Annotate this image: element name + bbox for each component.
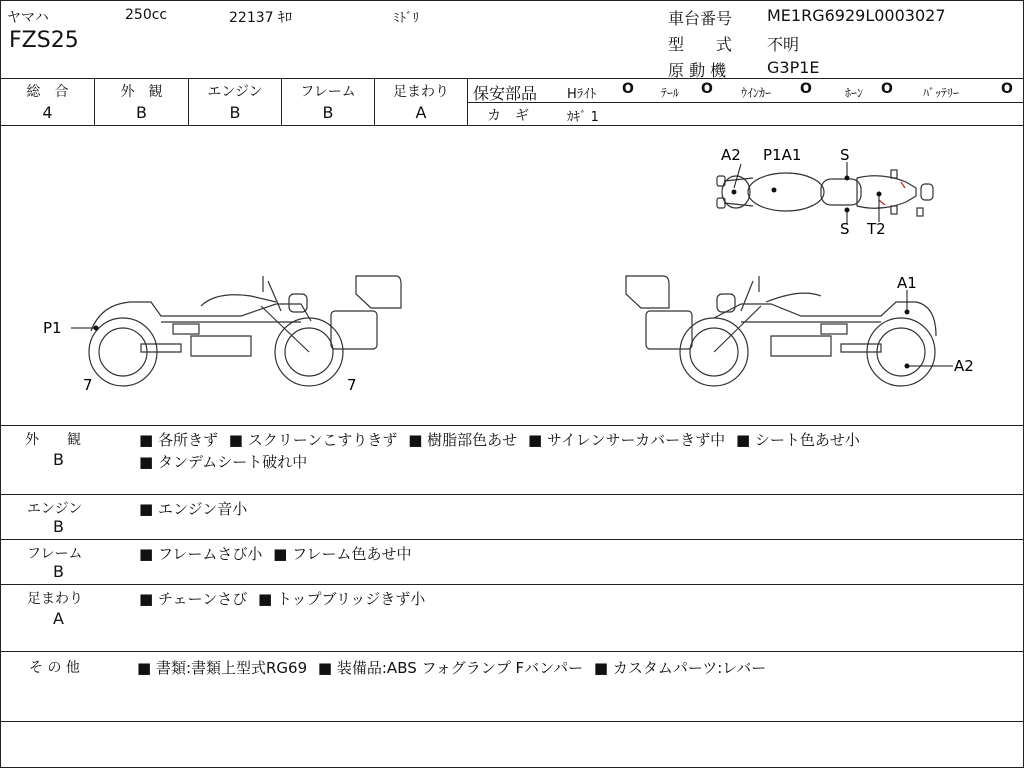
divider xyxy=(1,584,1023,585)
marker-p1a1-top: P1A1 xyxy=(763,146,802,164)
marker-s-top: S xyxy=(840,146,850,164)
key-label: カ ギ xyxy=(487,108,529,124)
model-name: FZS25 xyxy=(9,28,79,53)
exterior-section-grade: B xyxy=(53,450,64,469)
remark: ■ 各所きず xyxy=(139,431,218,449)
remark: ■ チェーンさび xyxy=(139,590,247,608)
frame-section-grade: B xyxy=(53,562,64,581)
maker: ヤマハ xyxy=(7,10,49,26)
remark: ■ シート色あせ小 xyxy=(736,431,860,449)
engine-model-label: 原 動 機 xyxy=(668,61,727,80)
marker-t2: T2 xyxy=(867,220,886,238)
remark: ■ エンジン音小 xyxy=(139,500,247,518)
key-value: ｶｷﾞ 1 xyxy=(567,110,599,125)
frame-grade-value: B xyxy=(322,103,334,122)
marker-s-bottom: S xyxy=(840,220,850,238)
frame-remarks-line1 xyxy=(139,543,418,564)
exterior-remarks-line1 xyxy=(139,429,866,450)
marker-a2-right: A2 xyxy=(954,357,974,375)
suspension-section-label: 足まわり xyxy=(27,591,83,607)
divider xyxy=(468,102,1023,103)
marker-7-rear: 7 xyxy=(347,376,357,394)
top-view-bike xyxy=(717,170,933,216)
remark: ■ フレームさび小 xyxy=(139,545,262,563)
divider xyxy=(467,78,468,125)
remark: ■ 書類:書類上型式RG69 xyxy=(137,659,307,677)
remark: ■ サイレンサーカバーきず中 xyxy=(528,431,725,449)
suspension-section-grade: A xyxy=(53,609,64,628)
headlight-label: Hﾗｲﾄ xyxy=(567,87,597,102)
marker-7-front: 7 xyxy=(83,376,93,394)
exterior-grade-label: 外 観 xyxy=(120,84,163,100)
remark: ■ トップブリッジきず小 xyxy=(258,590,425,608)
divider xyxy=(1,651,1023,652)
left-view-bike xyxy=(89,276,401,386)
engine-remarks-line1 xyxy=(139,498,253,519)
engine-grade-label: エンジン xyxy=(207,84,263,100)
divider xyxy=(1,721,1023,722)
frame-section-label: フレーム xyxy=(27,546,83,562)
frame-grade-label: フレーム xyxy=(300,84,356,100)
suspension-grade-value: A xyxy=(415,103,427,122)
color: ﾐﾄﾞﾘ xyxy=(393,11,419,26)
exterior-remarks-line2 xyxy=(139,451,313,472)
battery-label: ﾊﾞｯﾃﾘｰ xyxy=(923,86,960,100)
winker-label: ｳｲﾝｶｰ xyxy=(741,86,772,100)
remark: ■ フレーム色あせ中 xyxy=(273,545,411,563)
horn-status: O xyxy=(881,81,893,97)
damage-diagram xyxy=(1,126,1023,424)
suspension-grade-label: 足まわり xyxy=(393,84,449,100)
other-section-label: そ の 他 xyxy=(29,660,80,676)
engine-grade-value: B xyxy=(229,103,241,122)
safety-parts-label: 保安部品 xyxy=(473,84,538,103)
horn-label: ﾎｰﾝ xyxy=(845,86,864,100)
type-value: 不明 xyxy=(767,35,800,54)
other-remarks-line1 xyxy=(137,657,772,678)
mileage: 22137 ｷﾛ xyxy=(229,10,292,26)
right-view-bike xyxy=(626,276,936,386)
headlight-status: O xyxy=(622,81,634,97)
chassis-value: ME1RG6929L0003027 xyxy=(767,6,946,25)
divider xyxy=(1,425,1023,426)
engine-section-grade: B xyxy=(53,517,64,536)
overall-grade-label: 総 合 xyxy=(26,84,69,100)
engine-model-value: G3P1E xyxy=(767,58,820,77)
remark: ■ スクリーンこすりきず xyxy=(229,431,398,449)
divider xyxy=(1,539,1023,540)
displacement: 250cc xyxy=(125,7,168,23)
marker-a2-top: A2 xyxy=(721,146,741,164)
engine-section-label: エンジン xyxy=(27,501,83,517)
exterior-section-label: 外 観 xyxy=(25,432,81,448)
divider xyxy=(1,78,1023,79)
overall-grade-value: 4 xyxy=(42,103,53,122)
remark: ■ タンデムシート破れ中 xyxy=(139,453,307,471)
tail-label: ﾃｰﾙ xyxy=(661,86,680,100)
marker-a1-right: A1 xyxy=(897,274,917,292)
remark: ■ カスタムパーツ:レバー xyxy=(594,659,766,677)
chassis-label: 車台番号 xyxy=(668,9,733,28)
marker-p1-left: P1 xyxy=(43,319,62,337)
exterior-grade-value: B xyxy=(136,103,147,122)
remark: ■ 樹脂部色あせ xyxy=(408,431,517,449)
remark: ■ 装備品:ABS フォグランプ Fバンパー xyxy=(318,659,583,677)
battery-status: O xyxy=(1001,81,1013,97)
divider xyxy=(1,494,1023,495)
type-label: 型 式 xyxy=(668,35,733,54)
suspension-remarks-line1 xyxy=(139,588,431,609)
tail-status: O xyxy=(701,81,713,97)
winker-status: O xyxy=(800,81,812,97)
